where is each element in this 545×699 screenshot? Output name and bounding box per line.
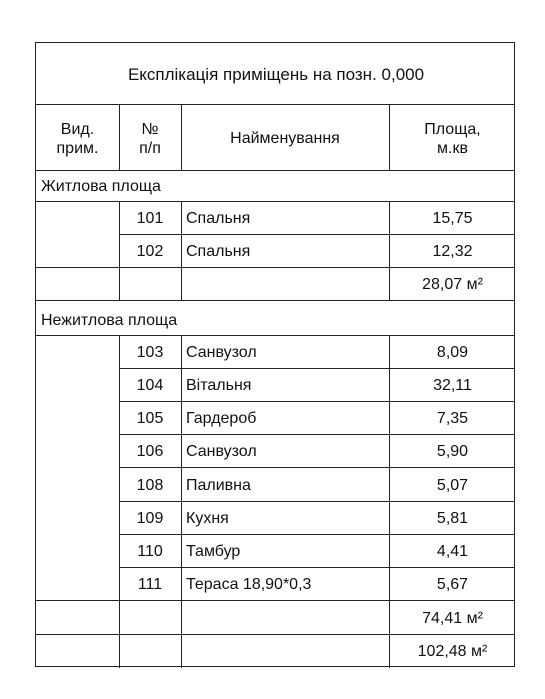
header-area-line2: м.кв — [437, 140, 468, 157]
room-number: 105 — [136, 410, 164, 427]
room-area: 15,75 — [432, 210, 473, 227]
divider — [119, 234, 514, 235]
room-number: 109 — [136, 510, 164, 527]
section-title-residential: Житлова площа — [41, 178, 161, 195]
divider — [119, 534, 514, 535]
divider — [36, 170, 514, 171]
divider — [119, 467, 514, 468]
grand-total: 102,48 м² — [417, 643, 488, 660]
room-name: Тамбур — [186, 543, 241, 560]
header-area-line1: Площа, — [424, 121, 481, 138]
divider — [119, 368, 514, 369]
header-name: Найменування — [230, 130, 340, 147]
room-number: 104 — [136, 377, 164, 394]
room-area: 7,35 — [436, 410, 469, 427]
room-number: 110 — [137, 543, 163, 560]
column-line — [119, 104, 120, 170]
column-line — [389, 335, 390, 668]
subtotal-nonresidential: 74,41 м² — [422, 610, 483, 627]
divider — [119, 434, 514, 435]
room-explication-table — [35, 42, 515, 667]
room-number: 101 — [136, 210, 164, 227]
divider — [119, 567, 514, 568]
header-number-line2: п/п — [139, 140, 161, 157]
section-title-nonresidential: Нежитлова площа — [41, 312, 178, 329]
column-line — [181, 104, 182, 170]
room-area: 5,81 — [436, 510, 469, 527]
divider — [119, 401, 514, 402]
column-line — [119, 335, 120, 668]
room-number: 111 — [137, 576, 163, 593]
room-number: 102 — [136, 243, 164, 260]
room-name: Санвузол — [186, 344, 257, 361]
subtotal-residential: 28,07 м² — [422, 276, 483, 293]
room-area: 8,09 — [436, 344, 469, 361]
column-line — [389, 104, 390, 170]
header-number-line1: № — [141, 121, 159, 138]
divider — [36, 267, 514, 268]
room-name: Спальня — [186, 243, 251, 260]
divider — [36, 634, 514, 635]
divider — [36, 104, 514, 105]
room-name: Кухня — [186, 510, 229, 527]
room-name: Тераса 18,90*0,3 — [186, 576, 312, 593]
divider — [36, 201, 514, 202]
divider — [119, 501, 514, 502]
room-area: 5,90 — [436, 443, 469, 460]
room-name: Спальня — [186, 210, 251, 227]
room-name: Паливна — [186, 477, 251, 494]
room-area: 4,41 — [436, 543, 469, 560]
room-number: 108 — [136, 477, 164, 494]
room-area: 5,07 — [436, 477, 469, 494]
column-line — [389, 201, 390, 300]
room-name: Гардероб — [186, 410, 257, 427]
column-line — [181, 335, 182, 668]
room-name: Вітальня — [186, 377, 252, 394]
room-name: Санвузол — [186, 443, 257, 460]
room-area: 12,32 — [432, 243, 473, 260]
room-area: 5,67 — [436, 576, 469, 593]
header-type-line1: Вид. — [60, 121, 95, 138]
divider — [36, 600, 514, 601]
column-line — [119, 201, 120, 300]
room-number: 103 — [136, 344, 164, 361]
header-type-line2: прим. — [56, 140, 99, 157]
column-line — [181, 201, 182, 300]
divider — [36, 300, 514, 301]
divider — [36, 335, 514, 336]
room-number: 106 — [136, 443, 164, 460]
table-title: Експлікація приміщень на позн. 0,000 — [127, 65, 425, 84]
room-area: 32,11 — [433, 377, 472, 394]
